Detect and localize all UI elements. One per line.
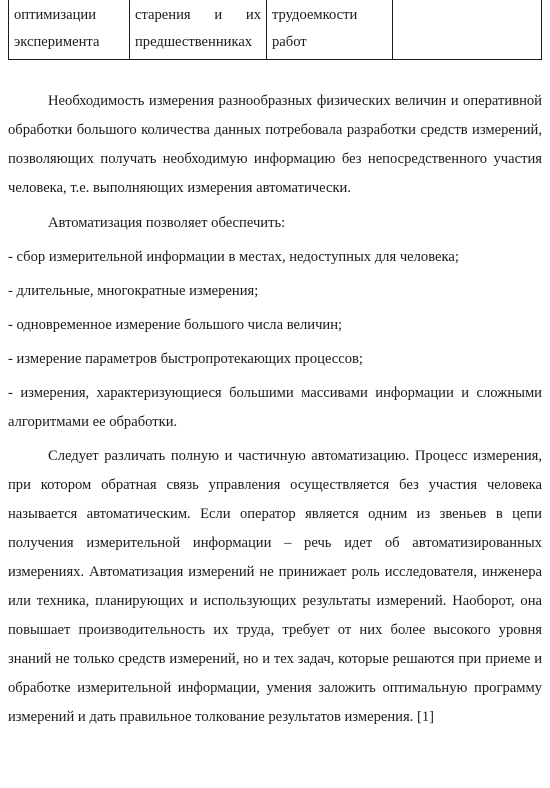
list-item: - измерения, характеризующиеся большими массивами информации и сложными алгоритмами ее обработки. (8, 385, 542, 430)
cell-line: работ (272, 34, 307, 50)
list-item: - измерение параметров быстропротекающих процессов; (8, 351, 363, 367)
list-item: - одновременное измерение большого числа величин; (8, 317, 343, 333)
table-fragment (8, 0, 542, 60)
document-page (8, 0, 542, 732)
table-cell-col2 (130, 0, 267, 60)
table-cell-col4 (393, 0, 542, 60)
paragraph-measurement-need: Необходимость измерения разнообразных физических величин и оперативной обработки большого количества данных потребовала разработки средств измерений, позволяющих получать необходимую информацию без непосредственного участия человека, т.е. выполняющих измерения автоматически. (8, 93, 542, 196)
list-item: - длительные, многократные измерения; (8, 283, 259, 299)
cell-line: трудоемкости (272, 7, 358, 23)
cell-line: эксперимента (14, 34, 100, 50)
paragraph-full-partial-automation: Следует различать полную и частичную автоматизацию. Процесс измерения, при котором обратная связь управления осуществляется без участия человека называется автоматическим. Если оператор является одним из звеньев в цепи получения измерительной информации – речь идет об автоматизированных измерениях. Автоматизация измерений не принижает роль исследователя, инженера или техника, планирующих и использующих результаты измерений. Наоборот, она повышает производительность их труда, требует от них более высокого уровня знаний не только средств измерений, но и тех задач, которые решаются при приеме и обработке измерительной информации, умения заложить оптимальную программу измерений и дать правильное толкование результатов измерения. [1] (8, 448, 542, 725)
cell-line: предшественниках (135, 34, 253, 50)
list-item: - сбор измерительной информации в местах, недоступных для человека; (8, 249, 459, 265)
table-row (9, 0, 542, 60)
cell-line: оптимизации (14, 7, 97, 23)
paragraph-automation-intro: Автоматизация позволяет обеспечить: (48, 215, 286, 231)
body-text (8, 87, 542, 732)
cell-line: старения и их (135, 7, 261, 23)
table-cell-col1 (9, 0, 130, 60)
table-cell-col3 (267, 0, 393, 60)
